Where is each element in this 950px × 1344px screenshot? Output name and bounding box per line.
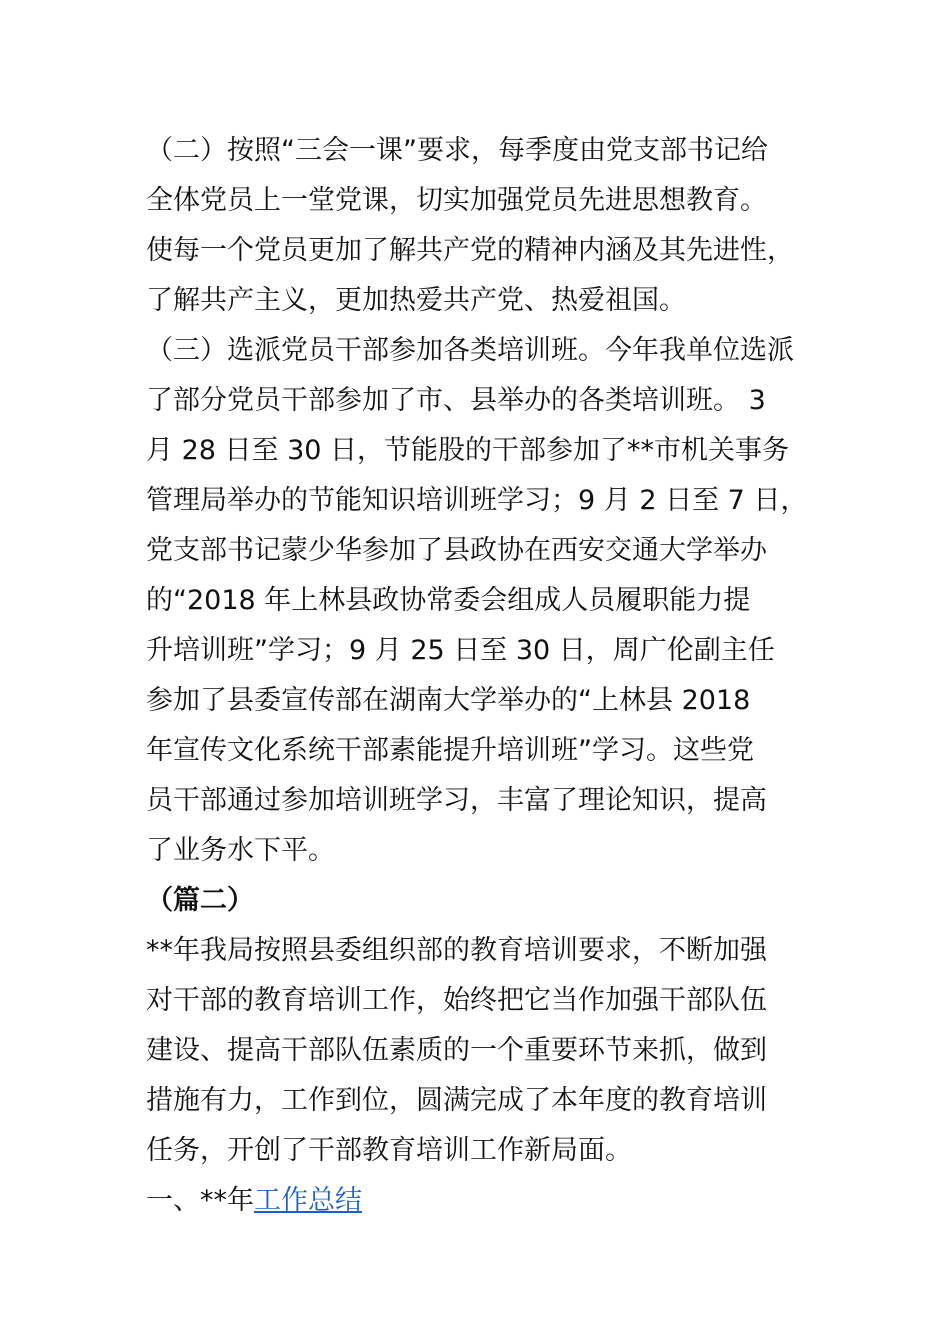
paragraph-line: 对干部的教育培训工作，始终把它当作加强干部队伍 xyxy=(146,985,767,1016)
summary-prefix: 一、**年 xyxy=(146,1185,254,1216)
paragraph-line: 措施有力，工作到位，圆满完成了本年度的教育培训 xyxy=(146,1085,767,1116)
paragraph-line: 月 28 日至 30 日，节能股的干部参加了**市机关事务 xyxy=(146,435,790,466)
section-heading: （篇二） xyxy=(146,885,254,916)
paragraph-line: （三）选派党员干部参加各类培训班。今年我单位选派 xyxy=(146,335,794,366)
paragraph-line: **年我局按照县委组织部的教育培训要求，不断加强 xyxy=(146,935,767,966)
paragraph-line: 员干部通过参加培训班学习，丰富了理论知识，提高 xyxy=(146,785,767,816)
paragraph-line: 了解共产主义，更加热爱共产党、热爱祖国。 xyxy=(146,285,686,316)
paragraph-line: 了部分党员干部参加了市、县举办的各类培训班。 3 xyxy=(146,385,766,416)
paragraph-line: 全体党员上一堂党课，切实加强党员先进思想教育。 xyxy=(146,185,767,216)
paragraph-line: 建设、提高干部队伍素质的一个重要环节来抓，做到 xyxy=(146,1035,767,1066)
work-summary-link[interactable]: 工作总结 xyxy=(254,1185,362,1216)
paragraph-line: 党支部书记蒙少华参加了县政协在西安交通大学举办 xyxy=(146,535,767,566)
summary-line xyxy=(146,1176,836,1226)
paragraph-line: 任务，开创了干部教育培训工作新局面。 xyxy=(146,1135,632,1166)
paragraph-line: 的“2018 年上林县政协常委会组成人员履职能力提 xyxy=(146,585,751,616)
paragraph-line: 升培训班”学习；9 月 25 日至 30 日，周广伦副主任 xyxy=(146,635,775,666)
paragraph-line: （二）按照“三会一课”要求，每季度由党支部书记给 xyxy=(146,135,768,166)
paragraph-line: 使每一个党员更加了解共产党的精神内涵及其先进性， xyxy=(146,235,794,266)
paragraph-line: 了业务水下平。 xyxy=(146,835,335,866)
paragraph-line: 参加了县委宣传部在湖南大学举办的“上林县 2018 xyxy=(146,685,751,716)
paragraph-line: 管理局举办的节能知识培训班学习；9 月 2 日至 7 日， xyxy=(146,485,808,516)
paragraph-line: 年宣传文化系统干部素能提升培训班”学习。这些党 xyxy=(146,735,754,766)
document-body xyxy=(146,126,836,1226)
